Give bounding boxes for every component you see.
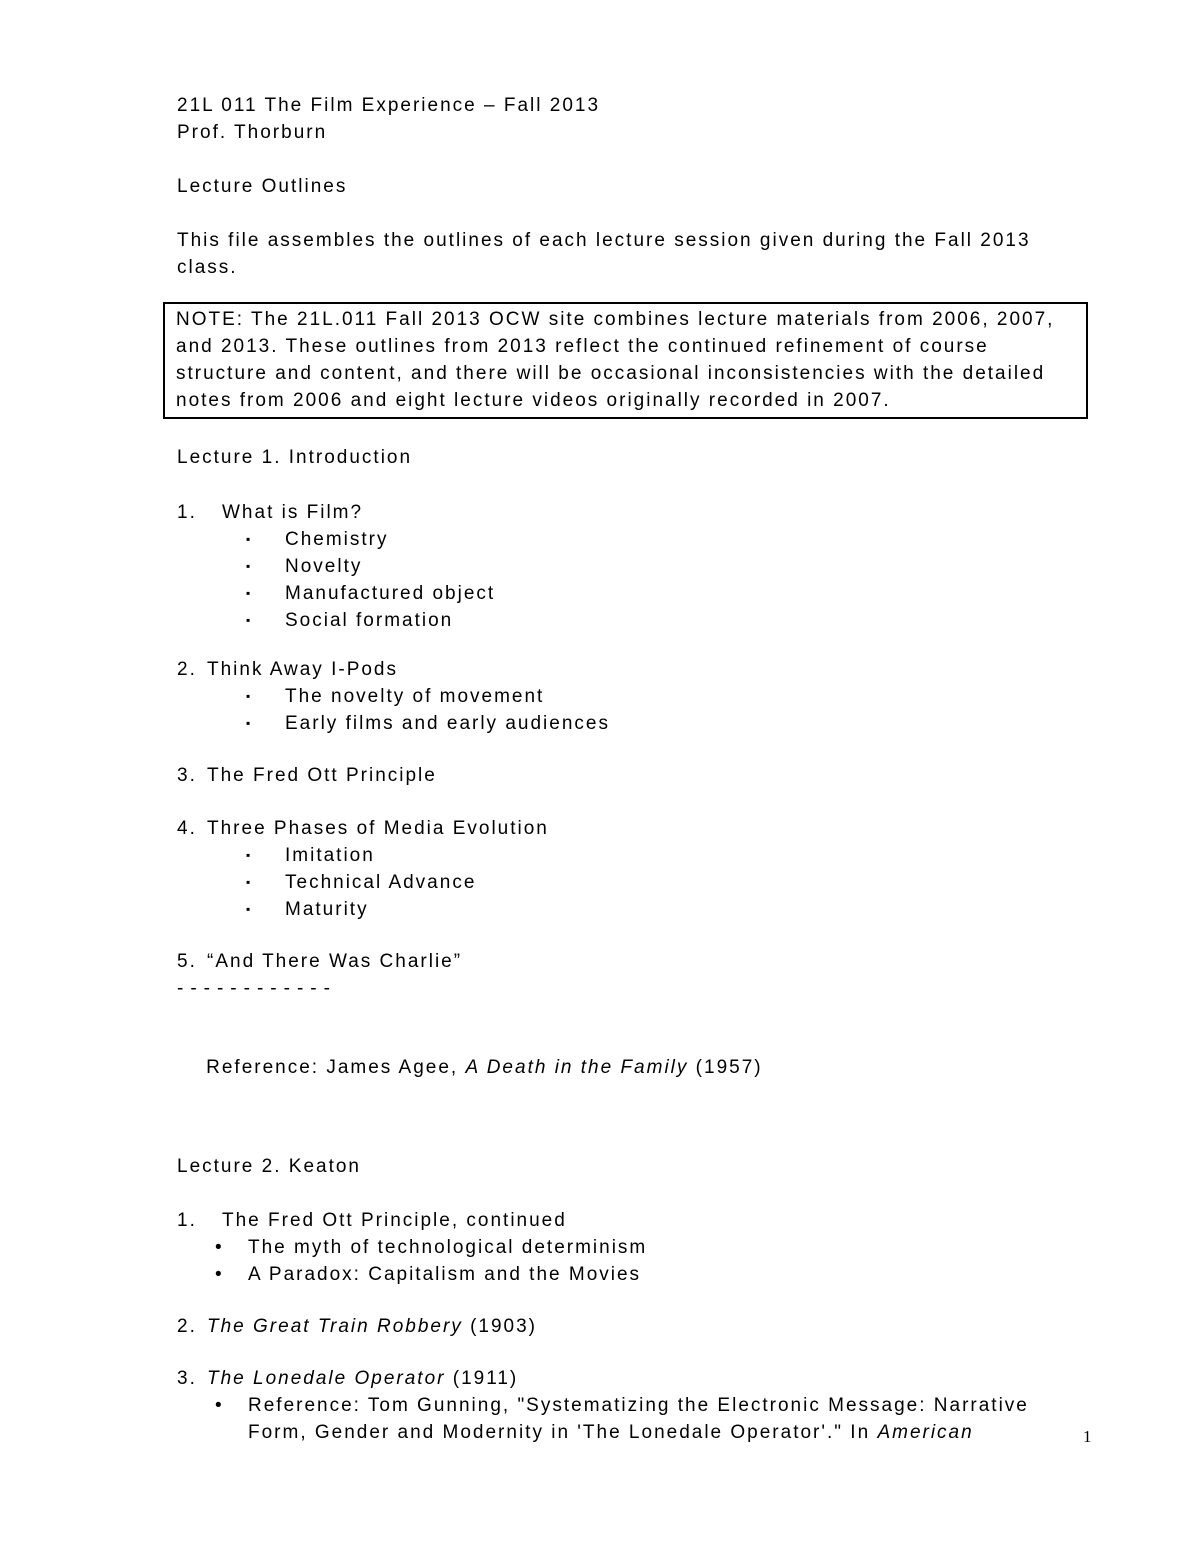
square-bullet-icon: ▪: [246, 716, 253, 730]
outline-item-text: [207, 1313, 1070, 1340]
outline-item-text: Think Away I-Pods: [207, 659, 399, 680]
film-title: The Lonedale Operator: [207, 1368, 446, 1389]
outline-item: [177, 499, 1070, 526]
bullet-item: [177, 1234, 1070, 1261]
square-bullet-icon: ▪: [246, 532, 253, 546]
outline-item-number: 2.: [177, 659, 197, 680]
reference-prefix: Reference: Tom Gunning, "Systematizing the Electronic Message: Narrative Form, Gender and Modernity in 'The Lonedale Operator'." In: [248, 1395, 1029, 1443]
square-bullet-icon: ▪: [246, 613, 253, 627]
bullet-item: [177, 683, 1070, 710]
outline-item: [177, 656, 1070, 683]
outline-item-number: 5.: [177, 951, 197, 972]
bullet-item-text: [248, 1392, 1070, 1446]
outline-item: [177, 1313, 1070, 1340]
square-bullet-icon: ▪: [246, 902, 253, 916]
outline-item: [177, 762, 1070, 789]
note-box: [163, 302, 1088, 419]
bullet-item: [177, 526, 1070, 553]
film-year: (1911): [445, 1368, 519, 1389]
outline-item: [177, 1365, 1070, 1392]
bullet-item-text: Social formation: [285, 610, 454, 631]
journal-title: American: [877, 1422, 974, 1443]
film-title: The Great Train Robbery: [207, 1316, 463, 1337]
outline-item-number: 1.: [177, 502, 197, 523]
reference-prefix: Reference: James Agee,: [206, 1057, 466, 1078]
round-bullet-icon: •: [215, 1264, 224, 1285]
intro-paragraph: This file assembles the outlines of each lecture session given during the Fall 2013 class.: [177, 230, 1038, 278]
page-number: 1: [1083, 1427, 1092, 1446]
round-bullet-icon: •: [215, 1395, 224, 1416]
bullet-item-text: Novelty: [285, 556, 363, 577]
square-bullet-icon: ▪: [246, 875, 253, 889]
outline-item-text: Three Phases of Media Evolution: [207, 818, 549, 839]
reference-line: [177, 1027, 1070, 1108]
bullet-item-text: Early films and early audiences: [285, 713, 610, 734]
bullet-item-text: Chemistry: [285, 529, 389, 550]
outline-item-text: What is Film?: [222, 502, 364, 523]
bullet-item-text: The myth of technological determinism: [248, 1237, 648, 1258]
bullet-item: [177, 1392, 1070, 1446]
bullet-item: [177, 869, 1070, 896]
outline-item: [177, 1207, 1070, 1234]
book-title: A Death in the Family: [465, 1057, 689, 1078]
document-subtitle: Lecture Outlines: [177, 176, 348, 197]
bullet-item: [177, 580, 1070, 607]
outline-item-number: 4.: [177, 818, 197, 839]
square-bullet-icon: ▪: [246, 559, 253, 573]
bullet-item-text: The novelty of movement: [285, 686, 545, 707]
course-title: 21L 011 The Film Experience – Fall 2013: [177, 95, 601, 116]
note-text: NOTE: The 21L.011 Fall 2013 OCW site combines lecture materials from 2006, 2007, and 2013. These outlines from 2013 reflect the continued refinement of course structure and content, and there will be occasional inconsistencies with the detailed notes from 2006 and eight lecture videos originally recorded in 2007.: [176, 309, 1062, 411]
square-bullet-icon: ▪: [246, 689, 253, 703]
professor-name: Prof. Thorburn: [177, 122, 328, 143]
square-bullet-icon: ▪: [246, 848, 253, 862]
bullet-item: [177, 842, 1070, 869]
bullet-item-text: Maturity: [285, 899, 369, 920]
round-bullet-icon: •: [215, 1237, 224, 1258]
film-year: (1903): [462, 1316, 537, 1337]
outline-item-text: The Fred Ott Principle, continued: [222, 1210, 567, 1231]
divider-dashes: ------------: [177, 978, 337, 999]
reference-suffix: (1957): [688, 1057, 763, 1078]
outline-item-number: 1.: [177, 1210, 197, 1231]
bullet-item-text: Manufactured object: [285, 583, 496, 604]
outline-item-text: The Fred Ott Principle: [207, 765, 437, 786]
outline-item-number: 3.: [177, 1368, 197, 1389]
outline-item: [177, 815, 1070, 842]
outline-item-text: “And There Was Charlie”: [207, 951, 463, 972]
bullet-item-text: Imitation: [285, 845, 375, 866]
bullet-item-text: A Paradox: Capitalism and the Movies: [248, 1264, 642, 1285]
outline-item-text: [207, 1365, 1070, 1392]
outline-item-number: 2.: [177, 1316, 197, 1337]
bullet-item: [177, 1261, 1070, 1288]
bullet-item: [177, 896, 1070, 923]
outline-item: [177, 948, 1070, 975]
lecture2-heading: Lecture 2. Keaton: [177, 1156, 361, 1177]
bullet-item: [177, 553, 1070, 580]
lecture1-heading: Lecture 1. Introduction: [177, 447, 413, 468]
bullet-item-text: Technical Advance: [285, 872, 477, 893]
bullet-item: [177, 607, 1070, 634]
square-bullet-icon: ▪: [246, 586, 253, 600]
bullet-item: [177, 710, 1070, 737]
outline-item-number: 3.: [177, 765, 197, 786]
